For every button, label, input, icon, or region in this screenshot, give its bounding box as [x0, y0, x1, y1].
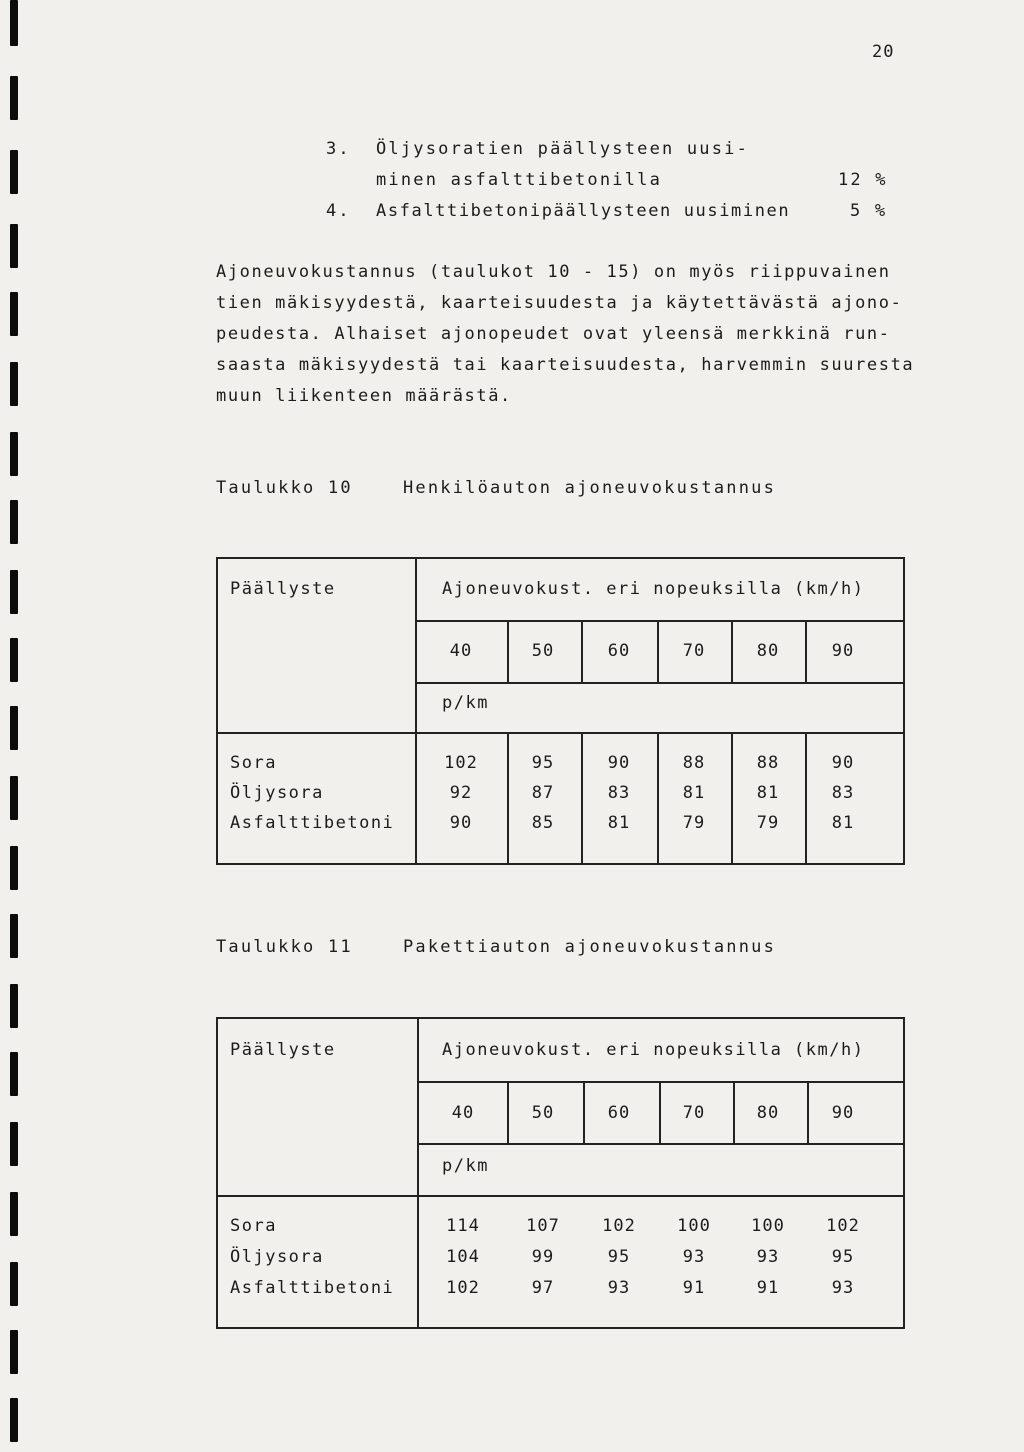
group-header: Ajoneuvokust. eri nopeuksilla (km/h) [442, 1040, 865, 1060]
binding-hole [10, 1262, 18, 1306]
table-cell: 92 [449, 783, 473, 803]
row-label: Sora [230, 753, 277, 773]
table-cell: 104 [446, 1247, 480, 1267]
speed-header: 70 [682, 1103, 706, 1123]
table-rule [805, 620, 807, 683]
binding-hole [10, 706, 18, 750]
table-rule [417, 1143, 905, 1145]
table-cell: 102 [446, 1278, 480, 1298]
list-item-text: minen asfalttibetonilla [376, 170, 663, 190]
binding-hole [10, 1122, 18, 1166]
table-cell: 81 [756, 783, 780, 803]
binding-hole [10, 224, 18, 268]
table-cell: 93 [756, 1247, 780, 1267]
table-cell: 100 [677, 1216, 711, 1236]
paragraph-line: muun liikenteen määrästä. [216, 386, 512, 406]
table-cell: 81 [682, 783, 706, 803]
binding-hole [10, 1052, 18, 1096]
table-cell: 93 [682, 1247, 706, 1267]
row-label: Sora [230, 1216, 277, 1236]
binding-hole [10, 500, 18, 544]
table-cell: 95 [831, 1247, 855, 1267]
table-cell: 114 [446, 1216, 480, 1236]
column-header: Päällyste [230, 1040, 336, 1060]
column-header: Päällyste [230, 579, 336, 599]
binding-hole [10, 570, 18, 614]
table-cell: 81 [831, 813, 855, 833]
binding-hole [10, 432, 18, 476]
binding-hole [10, 0, 18, 46]
table-cell: 91 [682, 1278, 706, 1298]
table-cell: 102 [444, 753, 478, 773]
binding-hole [10, 150, 18, 194]
table-rule [415, 559, 417, 865]
cost-table-11 [216, 1017, 905, 1329]
binding-holes [0, 0, 30, 1452]
table-cell: 88 [756, 753, 780, 773]
list-item-percent: 5 % [850, 201, 888, 221]
table-cell: 79 [682, 813, 706, 833]
binding-hole [10, 846, 18, 890]
unit-label: p/km [442, 693, 489, 713]
table-rule [415, 682, 905, 684]
binding-hole [10, 292, 18, 336]
speed-header: 40 [451, 1103, 475, 1123]
list-item-text: Asfalttibetonipäällysteen uusiminen [376, 201, 791, 221]
binding-hole [10, 984, 18, 1028]
table-cell: 97 [531, 1278, 555, 1298]
table-cell: 102 [602, 1216, 636, 1236]
binding-hole [10, 776, 18, 820]
table-rule [218, 732, 905, 734]
speed-header: 70 [682, 641, 706, 661]
speed-header: 90 [831, 641, 855, 661]
paragraph-line: tien mäkisyydestä, kaarteisuudesta ja käytettävästä ajono- [216, 293, 903, 313]
row-label: Asfalttibetoni [230, 1278, 395, 1298]
cost-table-10 [216, 557, 905, 865]
page-number: 20 [872, 42, 895, 62]
speed-header: 40 [449, 641, 473, 661]
table-cell: 91 [756, 1278, 780, 1298]
table-caption: Pakettiauton ajoneuvokustannus [403, 937, 777, 957]
speed-header: 50 [531, 641, 555, 661]
table-cell: 95 [607, 1247, 631, 1267]
binding-hole [10, 76, 18, 120]
speed-header: 80 [756, 641, 780, 661]
table-rule [417, 1019, 419, 1329]
table-cell: 83 [831, 783, 855, 803]
table-cell: 88 [682, 753, 706, 773]
table-cell: 90 [449, 813, 473, 833]
paragraph-line: Ajoneuvokustannus (taulukot 10 - 15) on myös riippuvainen [216, 262, 891, 282]
table-rule [218, 1195, 905, 1197]
unit-label: p/km [442, 1156, 489, 1176]
table-rule [581, 620, 583, 683]
row-label: Öljysora [230, 1247, 324, 1267]
binding-hole [10, 1330, 18, 1374]
table-cell: 87 [531, 783, 555, 803]
speed-header: 80 [756, 1103, 780, 1123]
row-label: Asfalttibetoni [230, 813, 395, 833]
binding-hole [10, 914, 18, 958]
list-item-number: 4. [326, 201, 351, 221]
group-header: Ajoneuvokust. eri nopeuksilla (km/h) [442, 579, 865, 599]
speed-header: 60 [607, 1103, 631, 1123]
binding-hole [10, 362, 18, 406]
table-cell: 81 [607, 813, 631, 833]
speed-header: 60 [607, 641, 631, 661]
binding-hole [10, 1192, 18, 1236]
table-cell: 99 [531, 1247, 555, 1267]
speed-header: 50 [531, 1103, 555, 1123]
table-cell: 100 [751, 1216, 785, 1236]
table-cell: 95 [531, 753, 555, 773]
paragraph-line: saasta mäkisyydestä tai kaarteisuudesta, harvemmin suuresta [216, 355, 915, 375]
list-item-percent: 12 % [838, 170, 888, 190]
binding-hole [10, 638, 18, 682]
list-item-text: Öljysoratien päällysteen uusi- [376, 139, 750, 159]
table-cell: 85 [531, 813, 555, 833]
table-cell: 79 [756, 813, 780, 833]
table-rule [805, 732, 807, 865]
speed-header: 90 [831, 1103, 855, 1123]
table-rule [417, 1081, 905, 1083]
table-label: Taulukko 10 [216, 478, 353, 498]
table-cell: 93 [607, 1278, 631, 1298]
table-label: Taulukko 11 [216, 937, 353, 957]
table-cell: 90 [607, 753, 631, 773]
list-item-number: 3. [326, 139, 351, 159]
row-label: Öljysora [230, 783, 324, 803]
table-cell: 83 [607, 783, 631, 803]
paragraph-line: peudesta. Alhaiset ajonopeudet ovat yleensä merkkinä run- [216, 324, 891, 344]
table-caption: Henkilöauton ajoneuvokustannus [403, 478, 777, 498]
table-cell: 102 [826, 1216, 860, 1236]
table-rule [581, 732, 583, 865]
table-cell: 107 [526, 1216, 560, 1236]
table-cell: 93 [831, 1278, 855, 1298]
binding-hole [10, 1398, 18, 1442]
table-cell: 90 [831, 753, 855, 773]
table-rule [415, 620, 905, 622]
